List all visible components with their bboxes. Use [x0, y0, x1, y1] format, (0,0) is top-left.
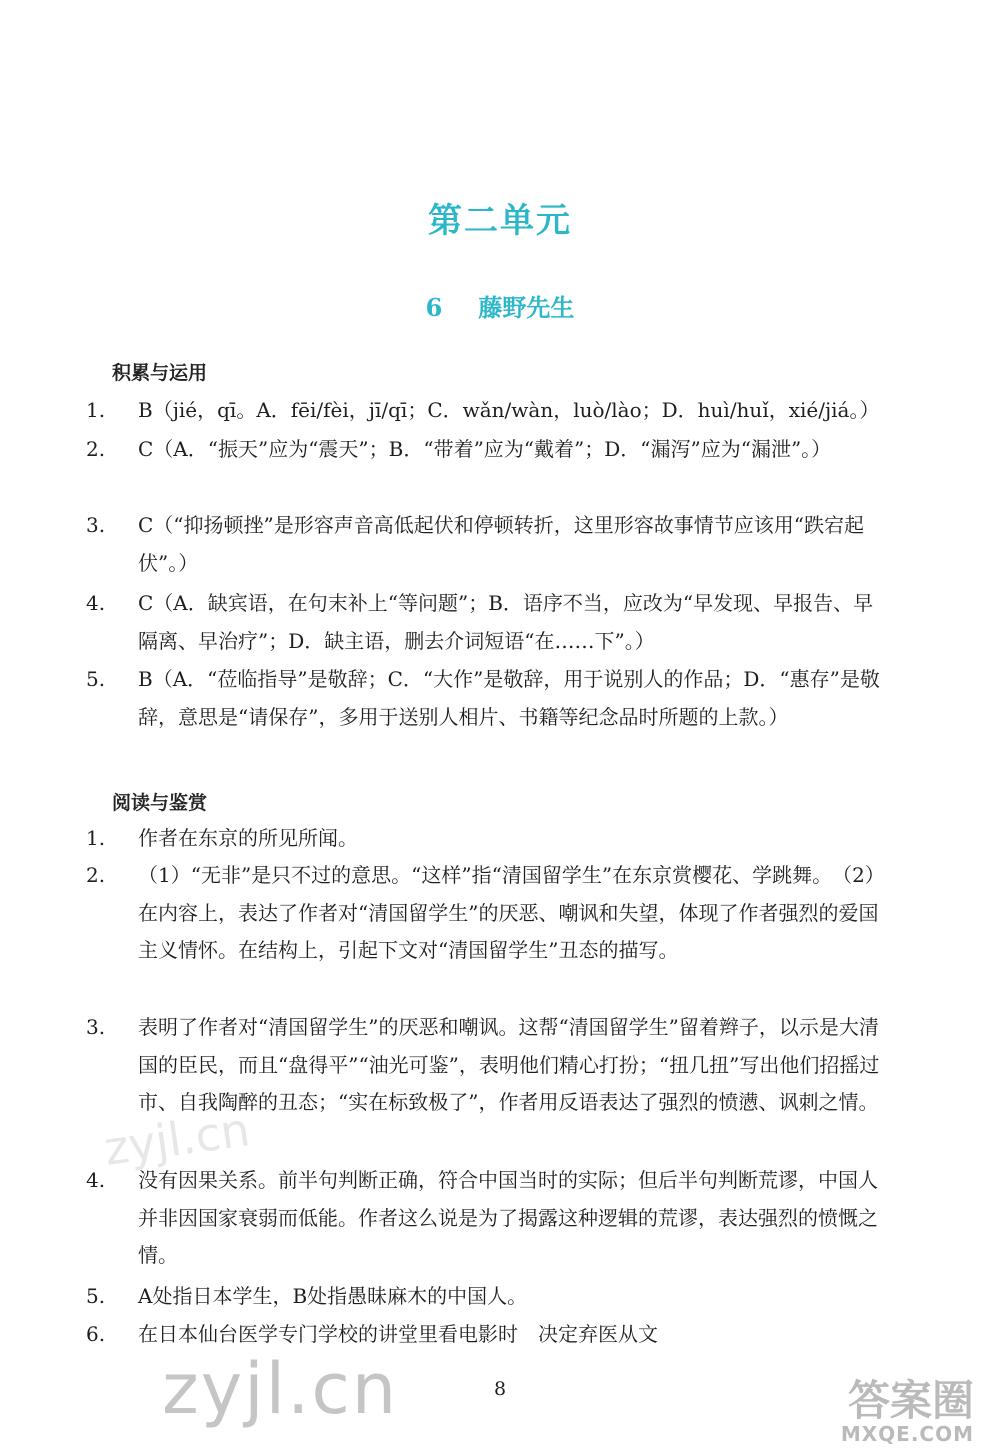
lesson-number: 6 [425, 293, 443, 322]
lesson-title [0, 288, 1000, 323]
stamp-title: 答案圈 [847, 1376, 974, 1425]
answer-item: 4. 没有因果关系。前半句判断正确，符合中国当时的实际；但后半句判断荒谬，中国人并非因国家衰弱而低能。作者这么说是为了揭露这种逻辑的荒谬，表达强烈的愤慨之情。 [86, 1168, 878, 1267]
answer-item: 3. 表明了作者对“清国留学生”的厌恶和嘲讽。这帮“清国留学生”留着辫子，以示是大清国的臣民，而且“盘得平”“油光可鉴”，表明他们精心打扮；“扭几扭”写出他们招摇过市、自我陶醉的丑态；“实在标致极了”，作者用反语表达了强烈的愤懑、讽刺之情。 [86, 1015, 880, 1114]
answer-item: 5. B（A．“莅临指导”是敬辞；C．“大作”是敬辞，用于说别人的作品；D．“惠存”是敬辞，意思是“请保存”，多用于送别人相片、书籍等纪念品时所题的上款。） [86, 667, 880, 729]
answer-item: 5. A处指日本学生，B处指愚昧麻木的中国人。 [86, 1284, 528, 1308]
answer-item: 2. （1）“无非”是只不过的意思。“这样”指“清国留学生”在东京赏樱花、学跳舞。 （2）在内容上，表达了作者对“清国留学生”的厌恶、嘲讽和失望，体现了作者强烈的爱国主义情怀。在结构上，引起下文对“清国留学生”丑态的描写。 [86, 863, 885, 962]
answer-item: 2. C（A．“振天”应为“震天”；B．“带着”应为“戴着”；D．“漏泻”应为“漏泄”。） [86, 437, 832, 461]
answer-item: 6. 在日本仙台医学专门学校的讲堂里看电影时 决定弃医从文 [86, 1322, 658, 1346]
section-heading-reading: 阅读与鉴赏 [112, 792, 208, 814]
watermark-faint: zyjl.cn [100, 1102, 254, 1176]
answer-item: 1. B（jié，qī。A．fēi/fèi，jī/qī；C．wǎn/wàn，luò/lào；D．huì/huǐ，xié/jiá。） [86, 398, 880, 422]
page-number: 8 [493, 1378, 507, 1400]
answer-item: 3. C（“抑扬顿挫”是形容声音高低起伏和停顿转折，这里形容故事情节应该用“跌宕起伏”。） [86, 513, 864, 575]
stamp-domain: MXQE.COM [840, 1422, 974, 1446]
answer-item: 4. C（A．缺宾语，在句末补上“等问题”；B．语序不当，应改为“早发现、早报告、早隔离、早治疗”；D．缺主语，删去介词短语“在……下”。） [86, 591, 874, 653]
unit-title: 第二单元 [428, 201, 572, 241]
watermark-logo: zyjl.cn [162, 1348, 399, 1430]
section-heading-accumulation: 积累与运用 [112, 362, 208, 384]
lesson-name: 藤野先生 [478, 293, 575, 322]
site-stamp-logo [832, 1368, 982, 1446]
answer-item: 1. 作者在东京的所见所闻。 [86, 826, 358, 850]
